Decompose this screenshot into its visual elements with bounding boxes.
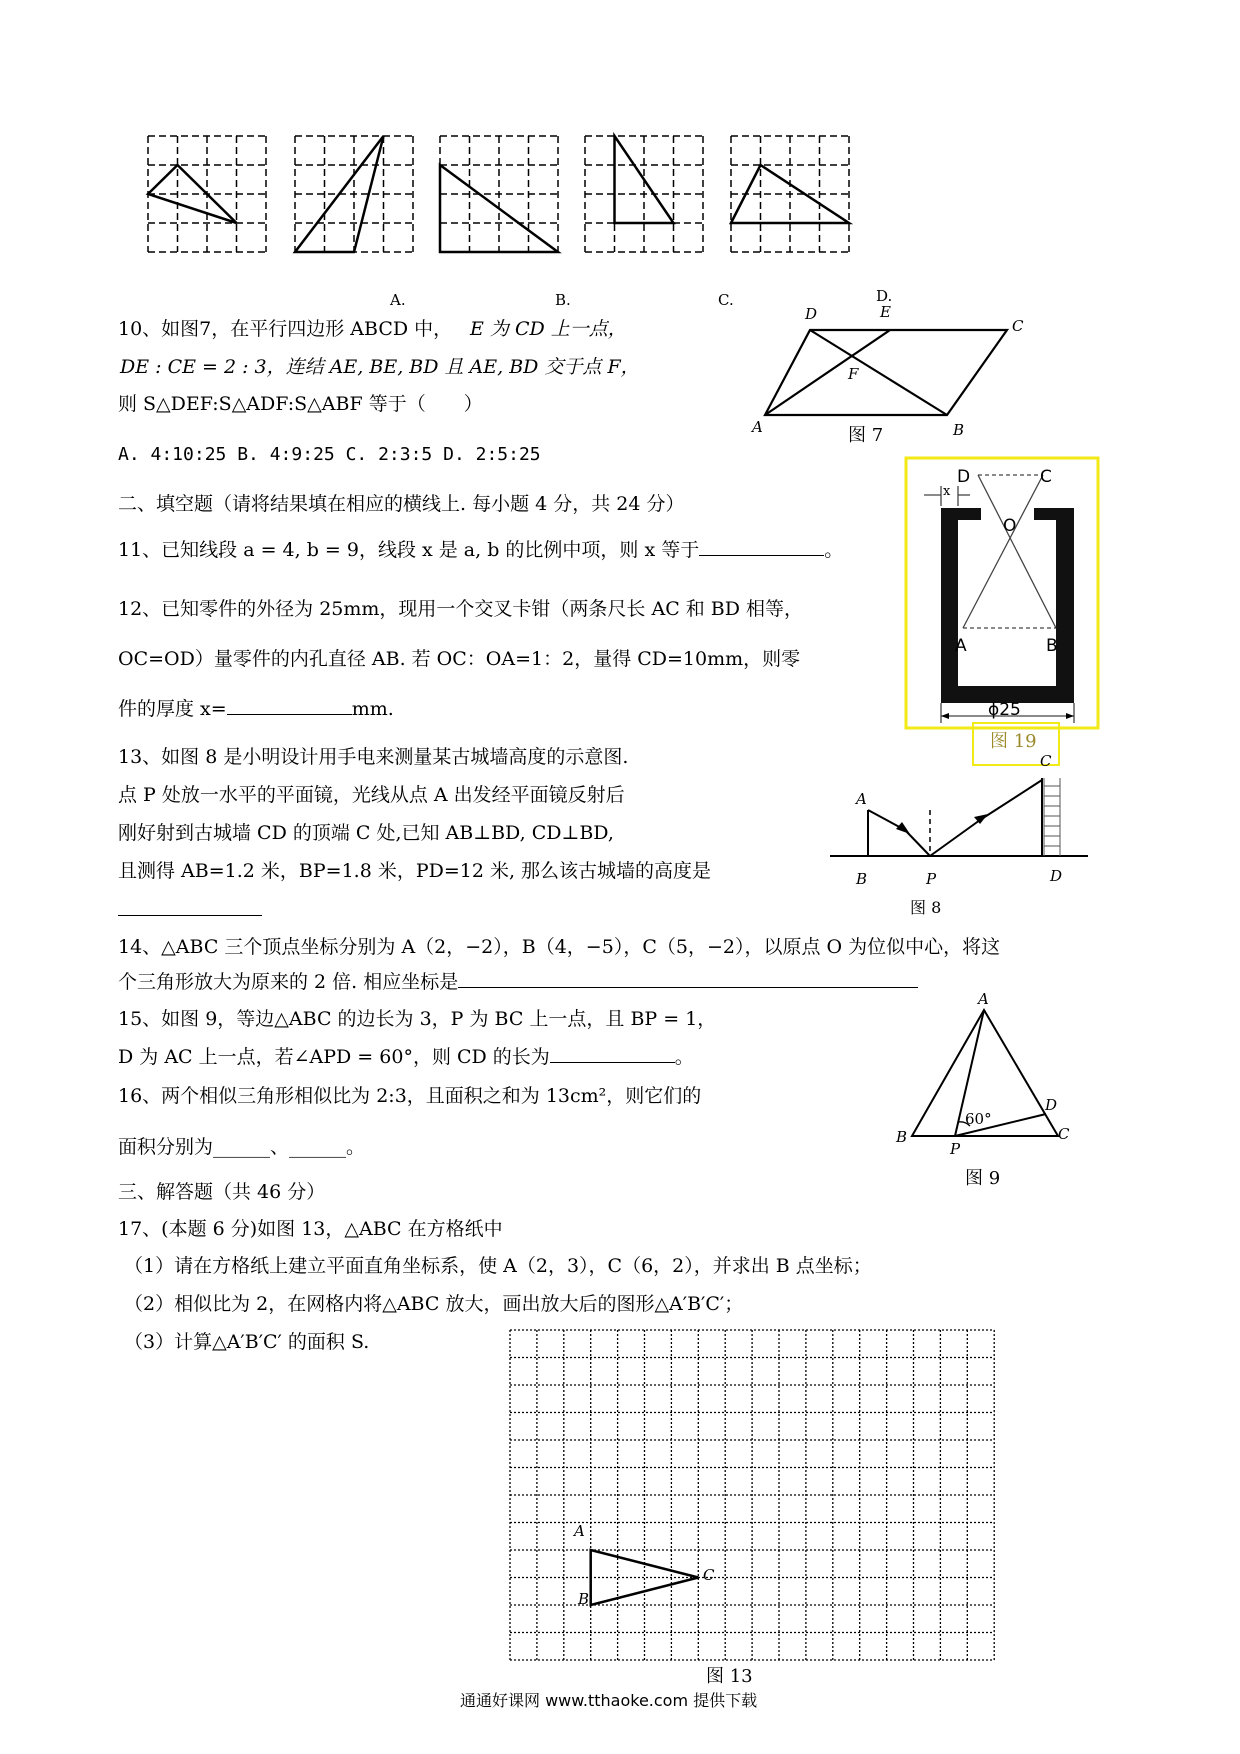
q12-fig-label-o: O	[1003, 516, 1017, 536]
q15-angle-label: 60°	[965, 1110, 992, 1128]
q11-text: 11、已知线段 a = 4, b = 9，线段 x 是 a, b 的比例中项，则 x 等于 。	[118, 539, 844, 561]
q10-label-a: A	[752, 418, 763, 436]
q15-label-b: B	[896, 1128, 908, 1146]
section-3-heading: 三、解答题（共 46 分）	[118, 1181, 326, 1203]
q9-option-a-label: A.	[390, 291, 406, 309]
q12-line1: 12、已知零件的外径为 25mm，现用一个交叉卡钳（两条尺长 AC 和 BD 相等，	[118, 598, 804, 620]
q9-option-c-figure	[585, 136, 705, 254]
q17-line2: （1）请在方格纸上建立平面直角坐标系，使 A（2，3），C（6，2），并求出 B 点坐标；	[124, 1255, 872, 1277]
q10-label-c: C	[1012, 317, 1024, 335]
q10-label-b: B	[953, 421, 965, 439]
q17-label-b: B	[578, 1590, 590, 1608]
q12-fig-label-x: x	[943, 484, 951, 499]
q10-options: A. 4:10:25 B. 4:9:25 C. 2:3:5 D. 2:5:25	[118, 444, 541, 465]
q13-label-d: D	[1050, 867, 1063, 885]
q13-label-b: B	[856, 870, 868, 888]
q17-label-c: C	[703, 1566, 715, 1584]
q10-line1b: E 为 CD 上一点，	[470, 318, 627, 340]
q17-fig-caption: 图 13	[706, 1666, 753, 1687]
q12-fig-label-a: A	[955, 636, 967, 656]
q13-line4: 且测得 AB=1.2 米，BP=1.8 米，PD=12 米, 那么该古城墙的高度是	[118, 860, 712, 882]
q13-label-a: A	[856, 790, 867, 808]
q9-option-b-label: B.	[555, 291, 571, 309]
q9-option-d-figure	[731, 136, 851, 254]
q12-fig-diameter: ϕ25	[988, 700, 1021, 720]
q15-label-p: P	[950, 1140, 961, 1158]
q9-option-c-label: C.	[718, 291, 734, 309]
q10-line2: DE : CE = 2 : 3，连结 AE, BE, BD 且 AE, BD 交于点 F，	[120, 356, 640, 378]
q12-fig-caption: 图 19	[990, 731, 1037, 752]
q12-fig-label-c: C	[1040, 467, 1052, 487]
q13-line1: 13、如图 8 是小明设计用手电来测量某古城墙高度的示意图.	[118, 746, 629, 768]
q17-line4: （3）计算△A′B′C′ 的面积 S.	[124, 1331, 370, 1353]
q10-parallelogram-figure	[760, 300, 1030, 440]
q15-line1: 15、如图 9，等边△ABC 的边长为 3，P 为 BC 上一点，且 BP = 1，	[118, 1008, 717, 1030]
page-footer: 通通好课网 www.tthaoke.com 提供下载	[460, 1691, 758, 1710]
q17-line3: （2）相似比为 2，在网格内将△ABC 放大，画出放大后的图形△A′B′C′；	[124, 1293, 744, 1315]
q12-line3: 件的厚度 x= mm.	[118, 698, 394, 720]
q12-fig-label-b: B	[1046, 636, 1058, 656]
q13-line2: 点 P 处放一水平的平面镜，光线从点 A 出发经平面镜反射后	[118, 784, 625, 806]
q9-figure-original	[148, 136, 268, 254]
q13-wall-figure	[830, 770, 1090, 860]
q15-label-a: A	[978, 990, 989, 1008]
q15-fig-caption: 图 9	[965, 1168, 1001, 1189]
q17-line1: 17、(本题 6 分)如图 13，△ABC 在方格纸中	[118, 1218, 503, 1240]
q9-option-b-figure	[440, 136, 560, 254]
q13-answer-blank	[118, 895, 262, 916]
q13-label-p: P	[926, 870, 937, 888]
q10-line1: 10、如图7，在平行四边形 ABCD 中，	[118, 318, 453, 340]
q10-label-f: F	[848, 365, 859, 383]
q13-label-c: C	[1040, 752, 1052, 770]
q17-grid-figure	[510, 1330, 996, 1666]
q13-fig-caption: 图 8	[910, 898, 942, 917]
q12-caliper-figure	[906, 458, 1100, 730]
q15-line2: D 为 AC 上一点，若∠APD = 60°，则 CD 的长为 。	[118, 1046, 694, 1068]
q12-fig-label-d: D	[957, 467, 971, 487]
q10-label-d: D	[805, 305, 818, 323]
q16-line1: 16、两个相似三角形相似比为 2:3，且面积之和为 13cm²，则它们的	[118, 1085, 702, 1107]
q9-option-d-label: D.	[876, 287, 893, 305]
q15-triangle-figure	[912, 1010, 1072, 1140]
q14-line2: 个三角形放大为原来的 2 倍. 相应坐标是	[118, 971, 918, 994]
q15-label-c: C	[1058, 1125, 1070, 1143]
q17-label-a: A	[574, 1522, 585, 1540]
q9-option-a-figure	[295, 136, 415, 254]
q12-line2: OC=OD）量零件的内孔直径 AB. 若 OC：OA=1：2，量得 CD=10mm，则零	[118, 648, 801, 670]
q15-label-d: D	[1045, 1096, 1058, 1114]
q10-label-e: E	[880, 303, 891, 321]
q16-line2: 面积分别为______、______。	[118, 1136, 366, 1158]
q13-line3: 刚好射到古城墙 CD 的顶端 C 处,已知 AB⊥BD, CD⊥BD,	[118, 822, 614, 844]
q10-fig-caption: 图 7	[848, 425, 884, 446]
q14-line1: 14、△ABC 三个顶点坐标分别为 A（2，−2），B（4，−5），C（5，−2），以原点 O 为位似中心，将这	[118, 936, 1001, 958]
section-2-heading: 二、填空题（请将结果填在相应的横线上. 每小题 4 分，共 24 分）	[118, 493, 685, 515]
q10-line3: 则 S△DEF:S△ADF:S△ABF 等于（ ）	[118, 393, 483, 415]
